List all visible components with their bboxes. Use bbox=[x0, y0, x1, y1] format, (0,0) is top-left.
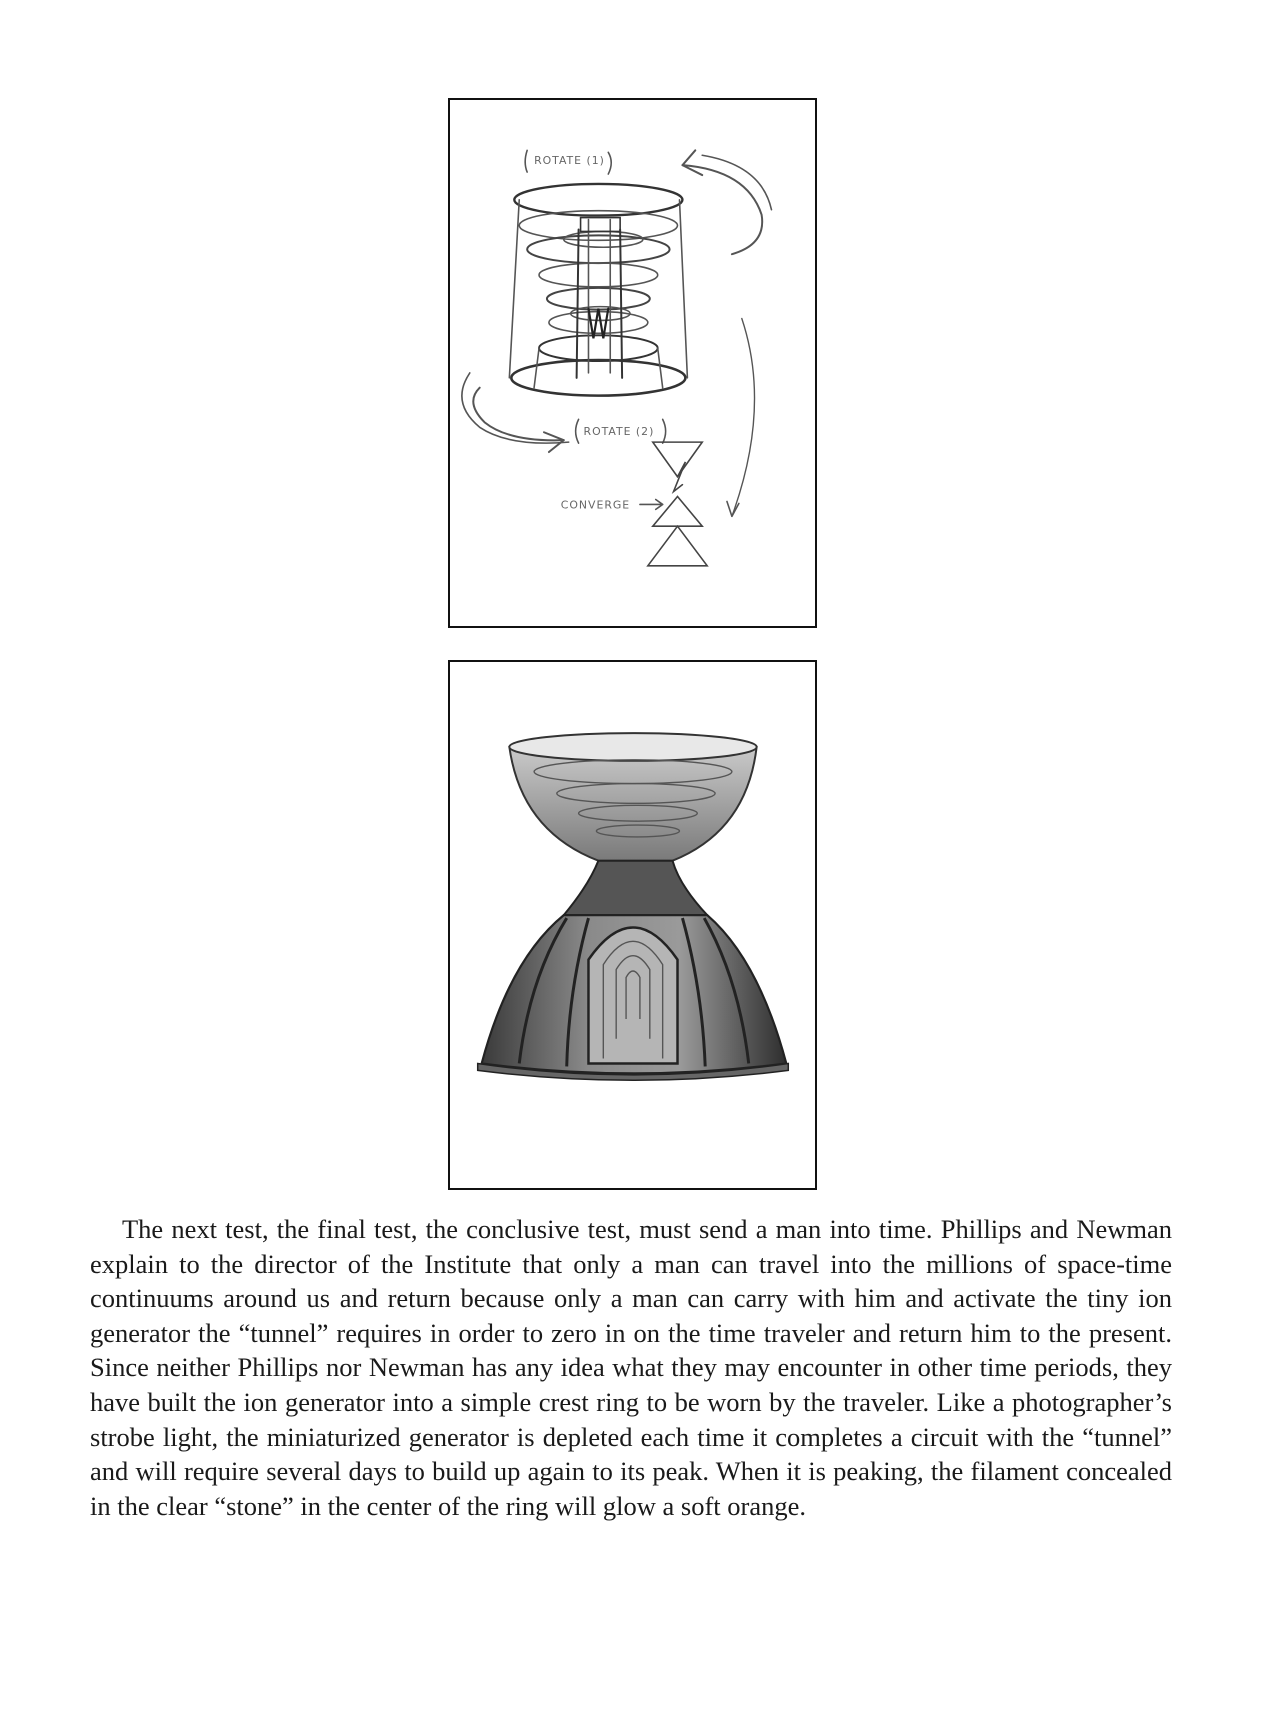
sketch-figure-rotating-rings bbox=[448, 98, 817, 628]
sketch-label-rotate-1: ROTATE (1) bbox=[534, 154, 605, 168]
sketch-figure-hourglass-tunnel bbox=[448, 660, 817, 1190]
rotating-rings-sketch bbox=[450, 100, 815, 626]
body-text bbox=[90, 1212, 1172, 1523]
hourglass-tunnel-sketch bbox=[450, 662, 815, 1188]
sketch-label-rotate-2: ROTATE (2) bbox=[583, 425, 655, 439]
sketch-label-converge: CONVERGE bbox=[560, 498, 631, 512]
body-paragraph: The next test, the final test, the conclusive test, must send a man into time. Phillips and Newman explain to the director of the Institute that only a man can travel into the millions of space-time continuums around us and return because only a man can carry with him and activate the tiny ion generator the “tunnel” requires in order to zero in on the time traveler and return him to the present. Since neither Phillips nor Newman has any idea what they may encounter in other time periods, they have built the ion generator into a simple crest ring to be worn by the traveler. Like a photographer’s strobe light, the miniaturized generator is depleted each time it completes a circuit with the “tunnel” and will require several days to build up again to its peak. When it is peaking, the filament concealed in the clear “stone” in the center of the ring will glow a soft orange. bbox=[90, 1214, 1172, 1521]
